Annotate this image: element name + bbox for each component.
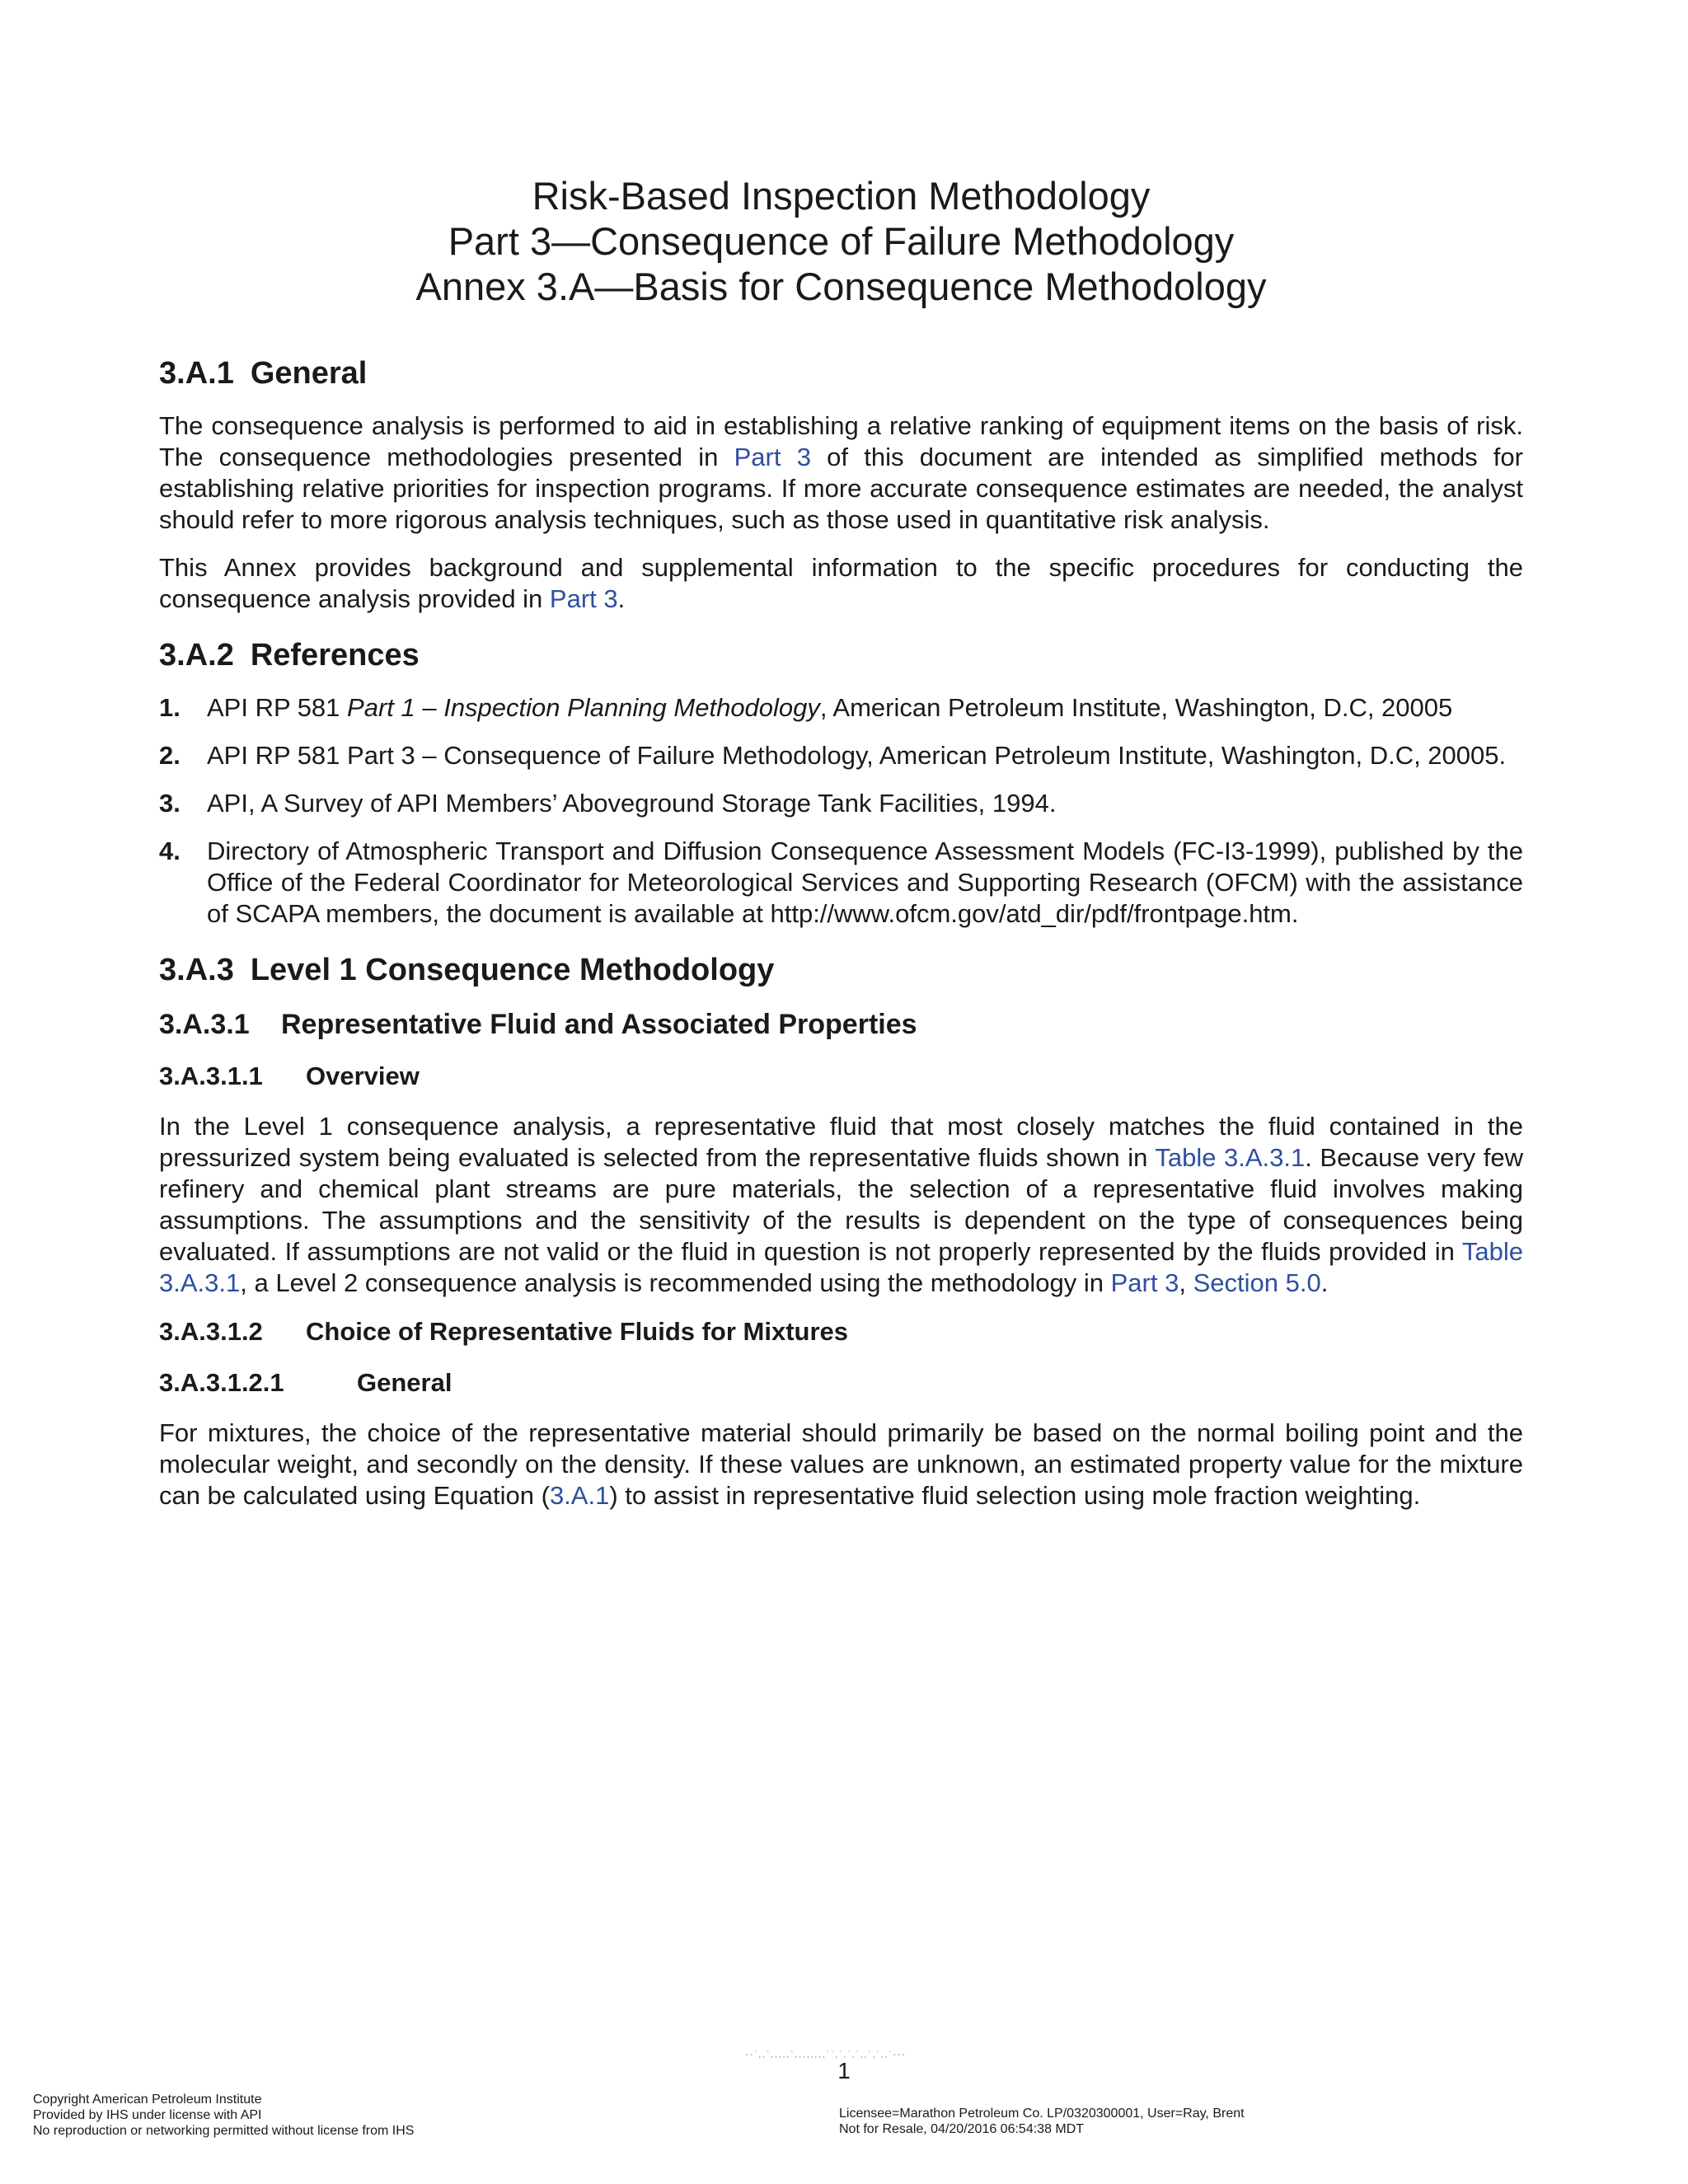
- paragraph: [159, 1418, 1523, 1511]
- text-run: .: [617, 584, 626, 613]
- reference-item: [159, 788, 1523, 819]
- reference-index: 1.: [159, 693, 181, 722]
- text-run: For mixtures, the choice of the representative material should primarily be based on the normal boiling point and the molecular weight, and secondly on the density. If these values are unknown, an estimated property value for the mixture can be calculated using Equation (: [159, 1418, 1523, 1510]
- section-number: 3.A.3: [159, 953, 234, 987]
- section-number: 3.A.2: [159, 638, 234, 673]
- title-line-3: Annex 3.A—Basis for Consequence Methodology: [415, 265, 1267, 308]
- footer-line: Licensee=Marathon Petroleum Co. LP/0320300001, User=Ray, Brent: [839, 2107, 1245, 2121]
- part-3-link[interactable]: Part 3: [734, 443, 811, 471]
- part-3-link[interactable]: Part 3: [1110, 1268, 1179, 1297]
- text-run: of this document are intended as simplified methods for establishing relative priorities for inspection programs. If more accurate consequence estimates are needed, the analyst should refer to more rigorous analysis techniques, such as those used in quantitative risk analysis.: [159, 443, 1523, 534]
- page-number: 1: [837, 2058, 851, 2083]
- section-level-1: [159, 951, 1523, 1511]
- title-line-1: Risk-Based Inspection Methodology: [532, 174, 1151, 218]
- text-run: API RP 581: [207, 693, 348, 722]
- text-run: ,: [1179, 1268, 1193, 1297]
- section-references: [159, 636, 1523, 930]
- subsection-number: 3.A.3.1: [159, 1009, 250, 1040]
- reference-item: [159, 692, 1523, 724]
- table-3a31-link[interactable]: Table 3.A.3.1: [159, 1237, 1523, 1297]
- paragraph: [159, 552, 1523, 615]
- footer-watermark: --`,,`,,,,,`,,,,,,,,``,`,`,`,,`,`,,`---: [745, 2050, 907, 2060]
- footer-line: No reproduction or networking permitted without license from IHS: [33, 2124, 415, 2138]
- paragraph-heading-general: [159, 1366, 1523, 1399]
- table-3a31-link[interactable]: Table 3.A.3.1: [1155, 1143, 1306, 1172]
- text-run: . Because very few refinery and chemical plant streams are pure materials, the selection of a representative fluid involves making assumptions. The assumptions and the sensitivity of the results is dependent on the type of consequences being evaluated. If assumptions are not valid or the fluid in question is not properly represented by the fluids provided in: [159, 1143, 1523, 1266]
- subsubsection-number: 3.A.3.1.2: [159, 1317, 263, 1346]
- document-page: [159, 173, 1523, 1533]
- subsubsection-title: Choice of Representative Fluids for Mixtures: [306, 1317, 849, 1346]
- subsection-title: Representative Fluid and Associated Properties: [281, 1009, 917, 1040]
- section-heading-references: [159, 636, 1523, 674]
- text-run: , American Petroleum Institute, Washington, D.C, 20005: [819, 693, 1453, 722]
- reference-item: [159, 836, 1523, 930]
- text-run: , a Level 2 consequence analysis is recommended using the methodology in: [240, 1268, 1111, 1297]
- footer-line: Provided by IHS under license with API: [33, 2108, 262, 2122]
- section-title: References: [250, 638, 420, 673]
- text-run: The consequence analysis is performed to aid in establishing a relative ranking of equipment items on the basis of risk. The consequence methodologies presented in: [159, 411, 1523, 471]
- reference-list: [159, 692, 1523, 930]
- title-line-2: Part 3—Consequence of Failure Methodology: [448, 219, 1235, 263]
- reference-item: [159, 740, 1523, 771]
- reference-index: 2.: [159, 741, 181, 770]
- subsubsection-title: Overview: [306, 1062, 420, 1090]
- section-general: [159, 354, 1523, 615]
- reference-index: 3.: [159, 789, 181, 818]
- reference-text: API, A Survey of API Members’ Aboveground Storage Tank Facilities, 1994.: [207, 789, 1057, 818]
- reference-title-italic: Part 1 – Inspection Planning Methodology: [347, 693, 820, 722]
- subsubsection-heading-choice: [159, 1315, 1523, 1348]
- footer-line: Copyright American Petroleum Institute: [33, 2093, 262, 2107]
- footer-license: [839, 2106, 1245, 2137]
- text-run: In the Level 1 consequence analysis, a representative fluid that most closely matches the fluid contained in the pressurized system being evaluated is selected from the representative fluids shown in: [159, 1112, 1523, 1172]
- subsubsection-heading-overview: [159, 1060, 1523, 1093]
- section-heading-general: [159, 354, 1523, 392]
- reference-index: 4.: [159, 837, 181, 865]
- document-title: [159, 173, 1523, 309]
- section-5-link[interactable]: Section 5.0: [1193, 1268, 1321, 1297]
- paragraph: [159, 410, 1523, 536]
- reference-text: Directory of Atmospheric Transport and Diffusion Consequence Assessment Models (FC-I3-1999), published by the Office of the Federal Coordinator for Meteorological Services and Supporting Research (OFCM) with the assistance of SCAPA members, the document is available at http://www.ofcm.gov/atd_dir/pdf/frontpage.htm.: [207, 837, 1523, 928]
- section-title: General: [250, 356, 368, 391]
- text-run: .: [1320, 1268, 1329, 1297]
- paragraph: [159, 1111, 1523, 1299]
- paragraph-title: General: [357, 1368, 452, 1397]
- equation-3a1-link[interactable]: 3.A.1: [549, 1481, 610, 1510]
- section-number: 3.A.1: [159, 356, 234, 391]
- subsection-heading-representative-fluid: [159, 1007, 1523, 1042]
- footer-line: Not for Resale, 04/20/2016 06:54:38 MDT: [839, 2122, 1085, 2136]
- part-3-link[interactable]: Part 3: [549, 584, 618, 613]
- text-run: ) to assist in representative fluid selection using mole fraction weighting.: [609, 1481, 1421, 1510]
- section-heading-level-1: [159, 951, 1523, 989]
- subsubsection-number: 3.A.3.1.1: [159, 1062, 263, 1090]
- paragraph-number: 3.A.3.1.2.1: [159, 1368, 284, 1397]
- text-run: This Annex provides background and supplemental information to the specific procedures for conducting the consequence analysis provided in: [159, 553, 1523, 613]
- footer-copyright: [33, 2092, 414, 2139]
- reference-text: API RP 581 Part 3 – Consequence of Failure Methodology, American Petroleum Institute, Washington, D.C, 20005.: [207, 741, 1507, 770]
- section-title: Level 1 Consequence Methodology: [250, 953, 775, 987]
